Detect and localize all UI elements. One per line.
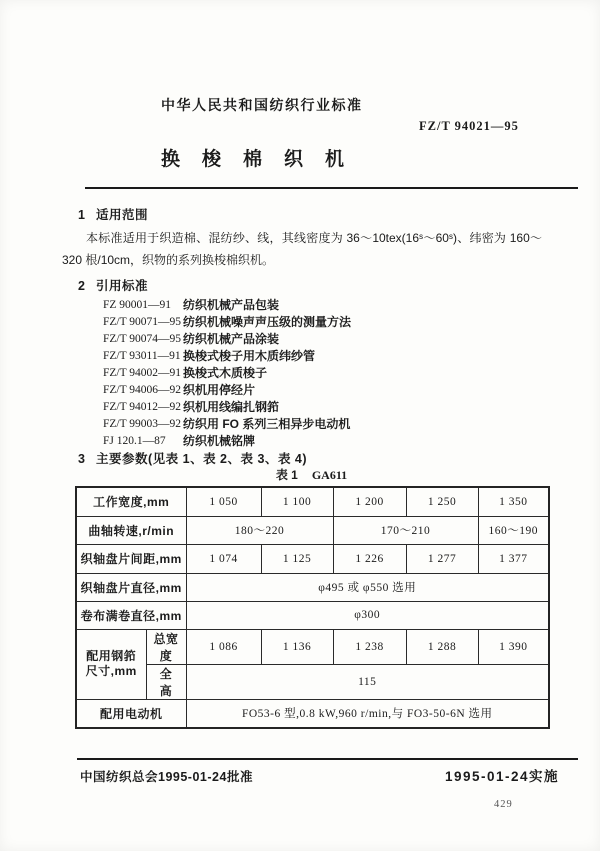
standard-title: 纺织用 FO 系列三相异步电动机 [183, 417, 351, 431]
row-label: 曲轴转速,r/min [76, 516, 186, 544]
cell-value: 1 100 [261, 487, 333, 516]
footer-approval: 中国纺织总会1995-01-24批准 [80, 770, 253, 784]
cell-value: 170～210 [333, 516, 478, 544]
list-item [103, 398, 543, 415]
section-2-title: 引用标准 [96, 279, 149, 293]
cell-value: 1 226 [333, 544, 406, 573]
row-label: 工作宽度,mm [76, 487, 186, 516]
standard-title: 纺织机械产品涂装 [183, 332, 280, 346]
table-row [76, 629, 549, 664]
cell-value: 1 074 [186, 544, 261, 573]
section-1-number: 1 [78, 208, 86, 222]
cell-value: 1 390 [478, 629, 549, 664]
section-3-title: 主要参数(见表 1、表 2、表 3、表 4) [96, 452, 308, 466]
referenced-standards-list [103, 296, 543, 449]
standard-code: FZ/T 99003—92 [103, 417, 182, 430]
standard-code: FZ 90001—91 [103, 298, 172, 311]
sub-row-label: 全 高 [146, 664, 186, 699]
cell-value: φ495 或 φ550 选用 [186, 573, 549, 601]
standard-title: 换梭式梭子用木质纬纱管 [183, 349, 316, 363]
standard-org-line: 中华人民共和国纺织行业标准 [161, 97, 363, 113]
header-rule [85, 187, 578, 189]
list-item [103, 415, 543, 432]
standard-code: FZ/T 94002—91 [103, 366, 182, 379]
scope-paragraph: 本标准适用于织造棉、混纺纱、线，其线密度为 36～10tex(16ˢ～60ˢ)、纬密为 160～320 根/10cm，织物的系列换梭棉织机。 [62, 231, 542, 267]
standard-title: 织机用线编扎钢筘 [183, 400, 280, 414]
footer-implementation: 1995-01-24实施 [445, 769, 560, 784]
cell-value: 1 238 [333, 629, 406, 664]
document-title: 换梭棉织机 [161, 149, 367, 170]
cell-value: 180～220 [186, 516, 333, 544]
list-item [103, 330, 543, 347]
section-2-heading [78, 276, 148, 294]
row-label-reed-size [76, 629, 146, 699]
standard-title: 换梭式木质梭子 [183, 366, 268, 380]
reed-label-line1: 配用钢筘 [86, 649, 137, 663]
list-item [103, 381, 543, 398]
table-row [76, 664, 549, 699]
row-label: 配用电动机 [76, 699, 186, 728]
cell-value: 160～190 [478, 516, 549, 544]
section-3-heading [78, 449, 307, 467]
cell-value: 1 200 [333, 487, 406, 516]
cell-value: 1 136 [261, 629, 333, 664]
standard-code: FZ/T 90071—95 [103, 315, 182, 328]
list-item [103, 364, 543, 381]
table-caption-label: 表 1 [275, 468, 298, 482]
list-item [103, 313, 543, 330]
standard-code: FJ 120.1—87 [103, 434, 166, 447]
footer-rule [77, 758, 578, 760]
row-label: 织轴盘片直径,mm [76, 573, 186, 601]
reed-label-line2: 尺寸,mm [85, 664, 137, 678]
standard-code: FZ/T 90074—95 [103, 332, 182, 345]
section-1-title: 适用范围 [96, 208, 149, 222]
standard-number: FZ/T 94021—95 [419, 119, 519, 133]
table-1-caption [75, 466, 548, 483]
table-row [76, 601, 549, 629]
table-row [76, 516, 549, 544]
standard-code: FZ/T 93011—91 [103, 349, 181, 362]
cell-value: 1 377 [478, 544, 549, 573]
section-3-number: 3 [78, 452, 86, 466]
standard-code: FZ/T 94006—92 [103, 383, 182, 396]
cell-value: FO53-6 型,0.8 kW,960 r/min,与 FO3-50-6N 选用 [186, 699, 549, 728]
section-1-heading [78, 205, 148, 223]
cell-value: 1 250 [406, 487, 478, 516]
standard-title: 纺织机械产品包装 [183, 298, 280, 312]
cell-value: 1 125 [261, 544, 333, 573]
table-row [76, 487, 549, 516]
standard-title: 纺织机械噪声声压级的测量方法 [183, 315, 352, 329]
table-caption-model: GA611 [311, 468, 348, 482]
list-item [103, 432, 543, 449]
cell-value: 1 288 [406, 629, 478, 664]
table-1-ga611 [75, 486, 550, 729]
cell-value: 1 086 [186, 629, 261, 664]
table-row [76, 699, 549, 728]
section-2-number: 2 [78, 279, 86, 293]
row-label: 织轴盘片间距,mm [76, 544, 186, 573]
standard-code: FZ/T 94012—92 [103, 400, 182, 413]
standard-title: 纺织机械铭牌 [183, 434, 256, 448]
cell-value: 1 050 [186, 487, 261, 516]
list-item [103, 347, 543, 364]
list-item [103, 296, 543, 313]
page-number: 429 [494, 799, 513, 810]
cell-value: 1 350 [478, 487, 549, 516]
sub-row-label: 总宽度 [146, 629, 186, 664]
cell-value: 1 277 [406, 544, 478, 573]
cell-value: 115 [186, 664, 549, 699]
standard-title: 织机用停经片 [183, 383, 256, 397]
cell-value: φ300 [186, 601, 549, 629]
row-label: 卷布满卷直径,mm [76, 601, 186, 629]
table-row [76, 573, 549, 601]
table-row [76, 544, 549, 573]
